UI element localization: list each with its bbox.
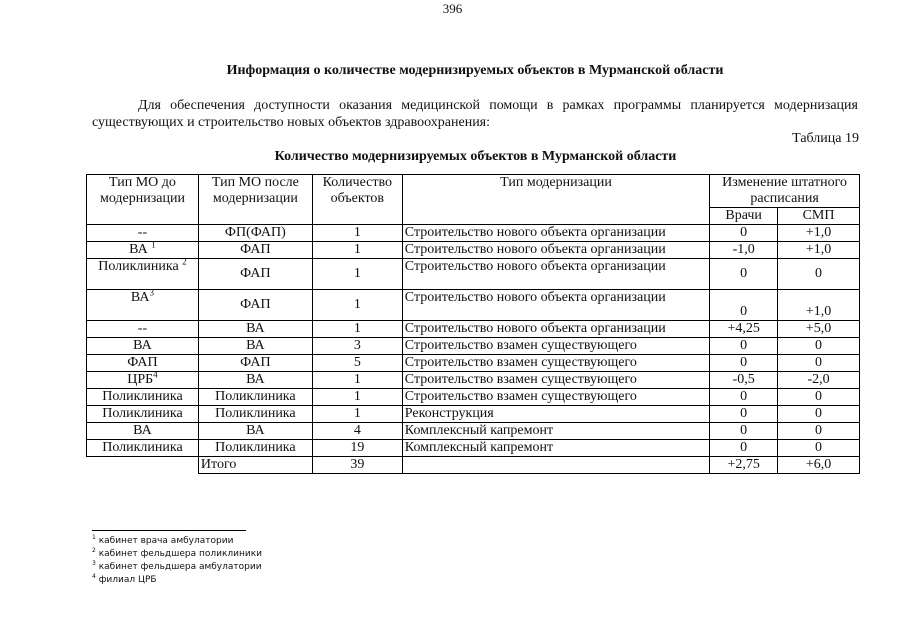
modernization-table: [86, 174, 860, 474]
cell-type: Реконструкция: [402, 406, 709, 423]
cell-after: ВА: [198, 372, 312, 389]
cell-nurses: 0: [778, 259, 860, 290]
cell-doctors: 0: [710, 259, 778, 290]
total-row: [87, 457, 860, 474]
cell-count: 1: [312, 389, 402, 406]
table-number: Таблица 19: [792, 131, 859, 146]
cell-doctors: 0: [710, 406, 778, 423]
cell-count: 1: [312, 242, 402, 259]
cell-doctors: -1,0: [710, 242, 778, 259]
intro-paragraph: [92, 97, 858, 131]
document-title: Информация о количестве модернизируемых объектов в Мурманской области: [226, 63, 724, 78]
cell-before: ФАП: [87, 355, 199, 372]
cell-doctors: 0: [710, 338, 778, 355]
table-row: [87, 259, 860, 290]
cell-before: ВА: [87, 423, 199, 440]
cell-type: Строительство нового объекта организации: [402, 259, 709, 290]
footnote: $^4$ филиал ЦРБ: [92, 573, 157, 585]
table-row: [87, 355, 860, 372]
cell-nurses: 0: [778, 355, 860, 372]
cell-doctors: 0: [710, 389, 778, 406]
cell-doctors: +4,25: [710, 321, 778, 338]
table-row: [87, 225, 860, 242]
cell-nurses: +1,0: [778, 290, 860, 321]
header-modernization-type: Тип модернизации: [402, 175, 709, 225]
table-title: Количество модернизируемых объектов в Мурманской области: [274, 149, 677, 164]
cell-before: ВА: [87, 338, 199, 355]
cell-after: Поликлиника: [198, 389, 312, 406]
cell-count: 1: [312, 290, 402, 321]
cell-before: --: [87, 225, 199, 242]
cell-nurses: +5,0: [778, 321, 860, 338]
cell-doctors: 0: [710, 290, 778, 321]
cell-before: $ВА^3$: [87, 290, 199, 321]
cell-nurses: 0: [778, 406, 860, 423]
cell-type: Строительство взамен существующего: [402, 338, 709, 355]
cell-nurses: 0: [778, 440, 860, 457]
cell-type: Комплексный капремонт: [402, 440, 709, 457]
table-row: [87, 406, 860, 423]
cell-after: ФАП: [198, 242, 312, 259]
cell-type: Строительство нового объекта организации: [402, 321, 709, 338]
cell-type: Комплексный капремонт: [402, 423, 709, 440]
cell-after: ФП(ФАП): [198, 225, 312, 242]
cell-nurses: 0: [778, 389, 860, 406]
cell-nurses: 0: [778, 423, 860, 440]
header-nurses: СМП: [778, 208, 860, 225]
header-type-after: Тип МО после модернизации: [198, 175, 312, 225]
footnote-ref: 1: [151, 239, 156, 250]
cell-count: 3: [312, 338, 402, 355]
table-row: [87, 242, 860, 259]
header-type-before: Тип МО до модернизации: [87, 175, 199, 225]
cell-count: 5: [312, 355, 402, 372]
header-staff-change: Изменение штатного расписания: [710, 175, 860, 208]
cell-doctors: 0: [710, 225, 778, 242]
footnotes: [92, 535, 262, 587]
footnote: $^3$ кабинет фельдшера амбулатории: [92, 560, 262, 572]
table-row: [87, 423, 860, 440]
cell-nurses: -2,0: [778, 372, 860, 389]
cell-after: Поликлиника: [198, 440, 312, 457]
cell-type: Строительство взамен существующего: [402, 389, 709, 406]
cell-after: ФАП: [198, 355, 312, 372]
total-nurses: +6,0: [778, 457, 860, 474]
cell-count: 1: [312, 406, 402, 423]
cell-after: ВА: [198, 423, 312, 440]
table-row: [87, 440, 860, 457]
cell-before: ВА $^1$: [87, 242, 199, 259]
intro-text: Для обеспечения доступности оказания медицинской помощи в рамках программы планируется модернизация существующих и строительство новых объектов здравоохранения:: [92, 98, 858, 130]
table-row: [87, 321, 860, 338]
total-count: 39: [312, 457, 402, 474]
cell-type: Строительство нового объекта организации: [402, 225, 709, 242]
cell-after: ФАП: [198, 259, 312, 290]
cell-before: Поликлиника: [87, 406, 199, 423]
total-empty-cell: [402, 457, 709, 474]
cell-before: --: [87, 321, 199, 338]
cell-count: 1: [312, 372, 402, 389]
cell-count: 1: [312, 225, 402, 242]
footnote-separator: [92, 530, 246, 531]
cell-doctors: -0,5: [710, 372, 778, 389]
cell-type: Строительство нового объекта организации: [402, 290, 709, 321]
cell-after: Поликлиника: [198, 406, 312, 423]
cell-after: ФАП: [198, 290, 312, 321]
cell-count: 19: [312, 440, 402, 457]
page-number: 396: [442, 1, 463, 16]
header-doctors: Врачи: [710, 208, 778, 225]
cell-nurses: +1,0: [778, 225, 860, 242]
footnote-ref: 4: [153, 369, 158, 380]
cell-before: Поликлиника: [87, 440, 199, 457]
table-row: [87, 372, 860, 389]
cell-after: ВА: [198, 321, 312, 338]
footnote: $^1$ кабинет врача амбулатории: [92, 534, 234, 546]
cell-doctors: 0: [710, 423, 778, 440]
cell-nurses: +1,0: [778, 242, 860, 259]
footnote-ref: 2: [182, 256, 187, 267]
cell-nurses: 0: [778, 338, 860, 355]
cell-type: Строительство нового объекта организации: [402, 242, 709, 259]
cell-before: Поликлиника $^2$: [87, 259, 199, 290]
table-row: [87, 389, 860, 406]
cell-doctors: 0: [710, 355, 778, 372]
table-row: [87, 290, 860, 321]
cell-doctors: 0: [710, 440, 778, 457]
footnote: $^2$ кабинет фельдшера поликлиники: [92, 547, 262, 559]
cell-before: Поликлиника: [87, 389, 199, 406]
footnote-ref: 3: [149, 287, 154, 298]
cell-type: Строительство взамен существующего: [402, 355, 709, 372]
cell-after: ВА: [198, 338, 312, 355]
empty-cell: [87, 457, 199, 474]
cell-count: 1: [312, 321, 402, 338]
total-label: Итого: [198, 457, 312, 474]
cell-type: Строительство взамен существующего: [402, 372, 709, 389]
header-count: Количество объектов: [312, 175, 402, 225]
cell-count: 4: [312, 423, 402, 440]
table-row: [87, 338, 860, 355]
total-doctors: +2,75: [710, 457, 778, 474]
cell-count: 1: [312, 259, 402, 290]
cell-before: ЦРБ$^4$: [87, 372, 199, 389]
